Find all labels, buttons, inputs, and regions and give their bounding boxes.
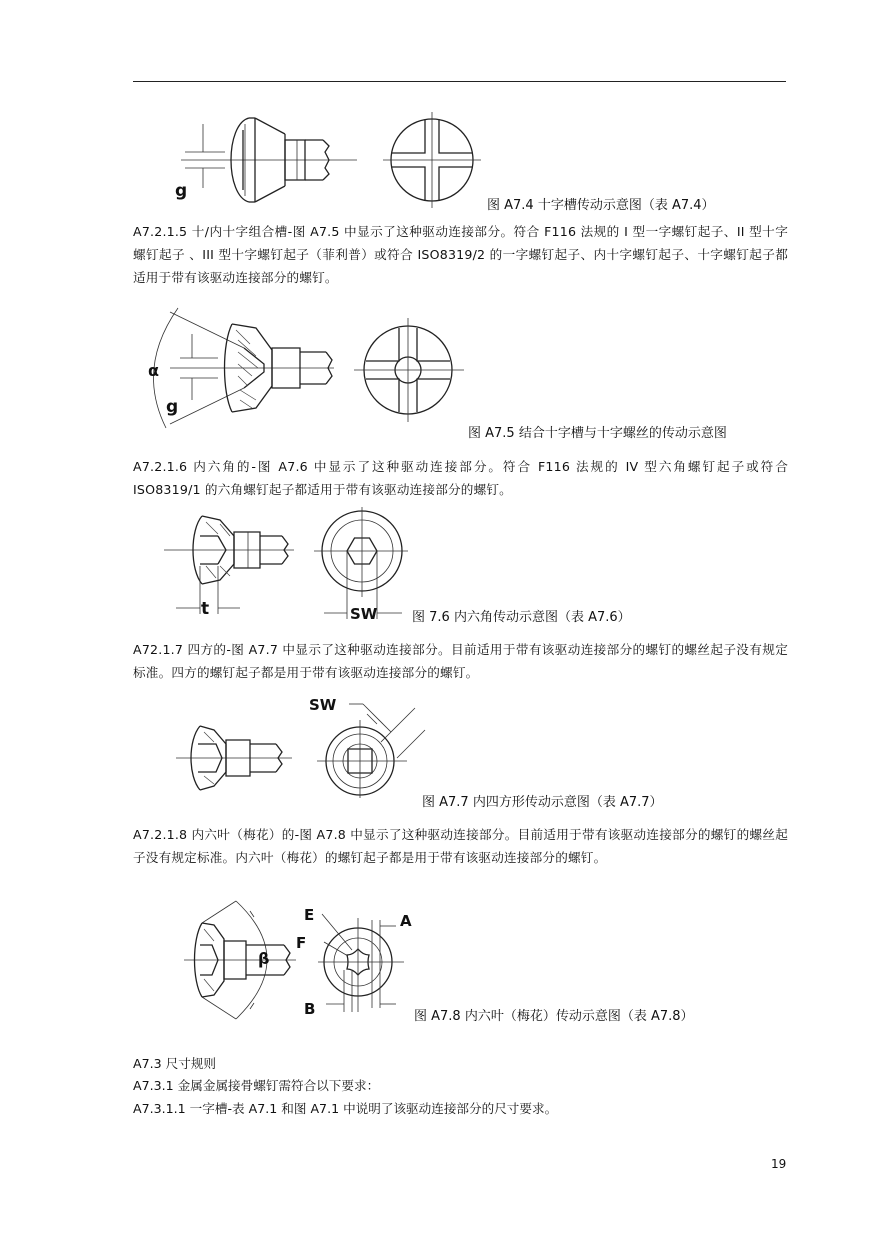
figure-a7-5-caption: 图 A7.5 结合十字槽与十字螺丝的传动示意图: [468, 426, 727, 441]
section-a7-2-1-8: A7.2.1.8 内六叶（梅花）的-图 A7.8 中显示了这种驱动连接部分。目前适用于带有该驱动连接部分的螺钉的螺丝起子没有规定标准。内六叶（梅花）的螺钉起子都是用于带有该驱动连接部分的螺钉。: [133, 827, 788, 865]
figure-a7-8-hexalobular-socket-top-view: [296, 900, 420, 1020]
figure-a7-8-side-view: [180, 895, 300, 1025]
figure-a7-7-caption: 图 A7.7 内四方形传动示意图（表 A7.7）: [422, 795, 663, 810]
section-a7-3-1: A7.3.1 金属金属接骨螺钉需符合以下要求：: [133, 1078, 380, 1093]
label-t: t: [201, 599, 210, 619]
figure-a7-4-side-view: [175, 110, 365, 210]
figure-a7-5-side-view: [140, 300, 340, 440]
label-f: F: [296, 934, 307, 952]
section-a7-2-1-5: A7.2.1.5 十/内十字组合槽-图 A7.5 中显示了这种驱动连接部分。符合 F116 法规的 I 型一字螺钉起子、II 型十字螺钉起子 、III 型十字螺钉起子（菲利普）或符合 ISO8319/2 的一字螺钉起子、内十字螺钉起子、十字螺钉起子都适用于带有该驱动连接部分的螺钉。: [133, 224, 788, 285]
figure-a7-7-side-view: [172, 718, 296, 798]
section-a7-3-1-1: A7.3.1.1 一字槽-表 A7.1 和图 A7.1 中说明了该驱动连接部分的尺寸要求。: [133, 1101, 558, 1116]
label-sw: SW: [309, 696, 337, 714]
figure-a7-5-cross-recess-top-view: [350, 316, 470, 426]
label-g: g: [166, 397, 179, 417]
figure-a7-4-caption: 图 A7.4 十字槽传动示意图（表 A7.4）: [487, 198, 715, 213]
label-e: E: [304, 906, 315, 924]
section-a7-2-1-7: A72.1.7 四方的-图 A7.7 中显示了这种驱动连接部分。目前适用于带有该驱动连接部分的螺钉的螺丝起子没有规定标准。四方的螺钉起子都是用于带有该驱动连接部分的螺钉。: [133, 642, 788, 680]
figure-a7-6-hex-socket-top-view: [310, 505, 410, 625]
label-b: B: [304, 1000, 316, 1018]
label-g: g: [175, 181, 188, 201]
header-rule: [133, 81, 786, 82]
figure-a7-8-caption: 图 A7.8 内六叶（梅花）传动示意图（表 A7.8）: [414, 1009, 694, 1024]
figure-a7-6-caption: 图 7.6 内六角传动示意图（表 A7.6）: [412, 610, 631, 625]
label-beta: β: [258, 949, 270, 968]
section-a7-2-1-6: A7.2.1.6 内六角的-图 A7.6 中显示了这种驱动连接部分。符合 F116 法规的 IV 型六角螺钉起子或符合 ISO8319/1 的六角螺钉起子都适用于带有该驱动连接部分的螺钉。: [133, 459, 788, 497]
page-number: 19: [771, 1157, 787, 1171]
label-alpha: α: [148, 361, 159, 380]
label-a: A: [400, 912, 412, 930]
label-sw: SW: [350, 605, 378, 623]
figure-a7-7-square-socket-top-view: [305, 690, 435, 800]
figure-a7-4-cross-recess-top-view: [375, 110, 485, 210]
figure-a7-6-side-view: [160, 510, 300, 620]
section-a7-3-heading: A7.3 尺寸规则: [133, 1056, 217, 1071]
